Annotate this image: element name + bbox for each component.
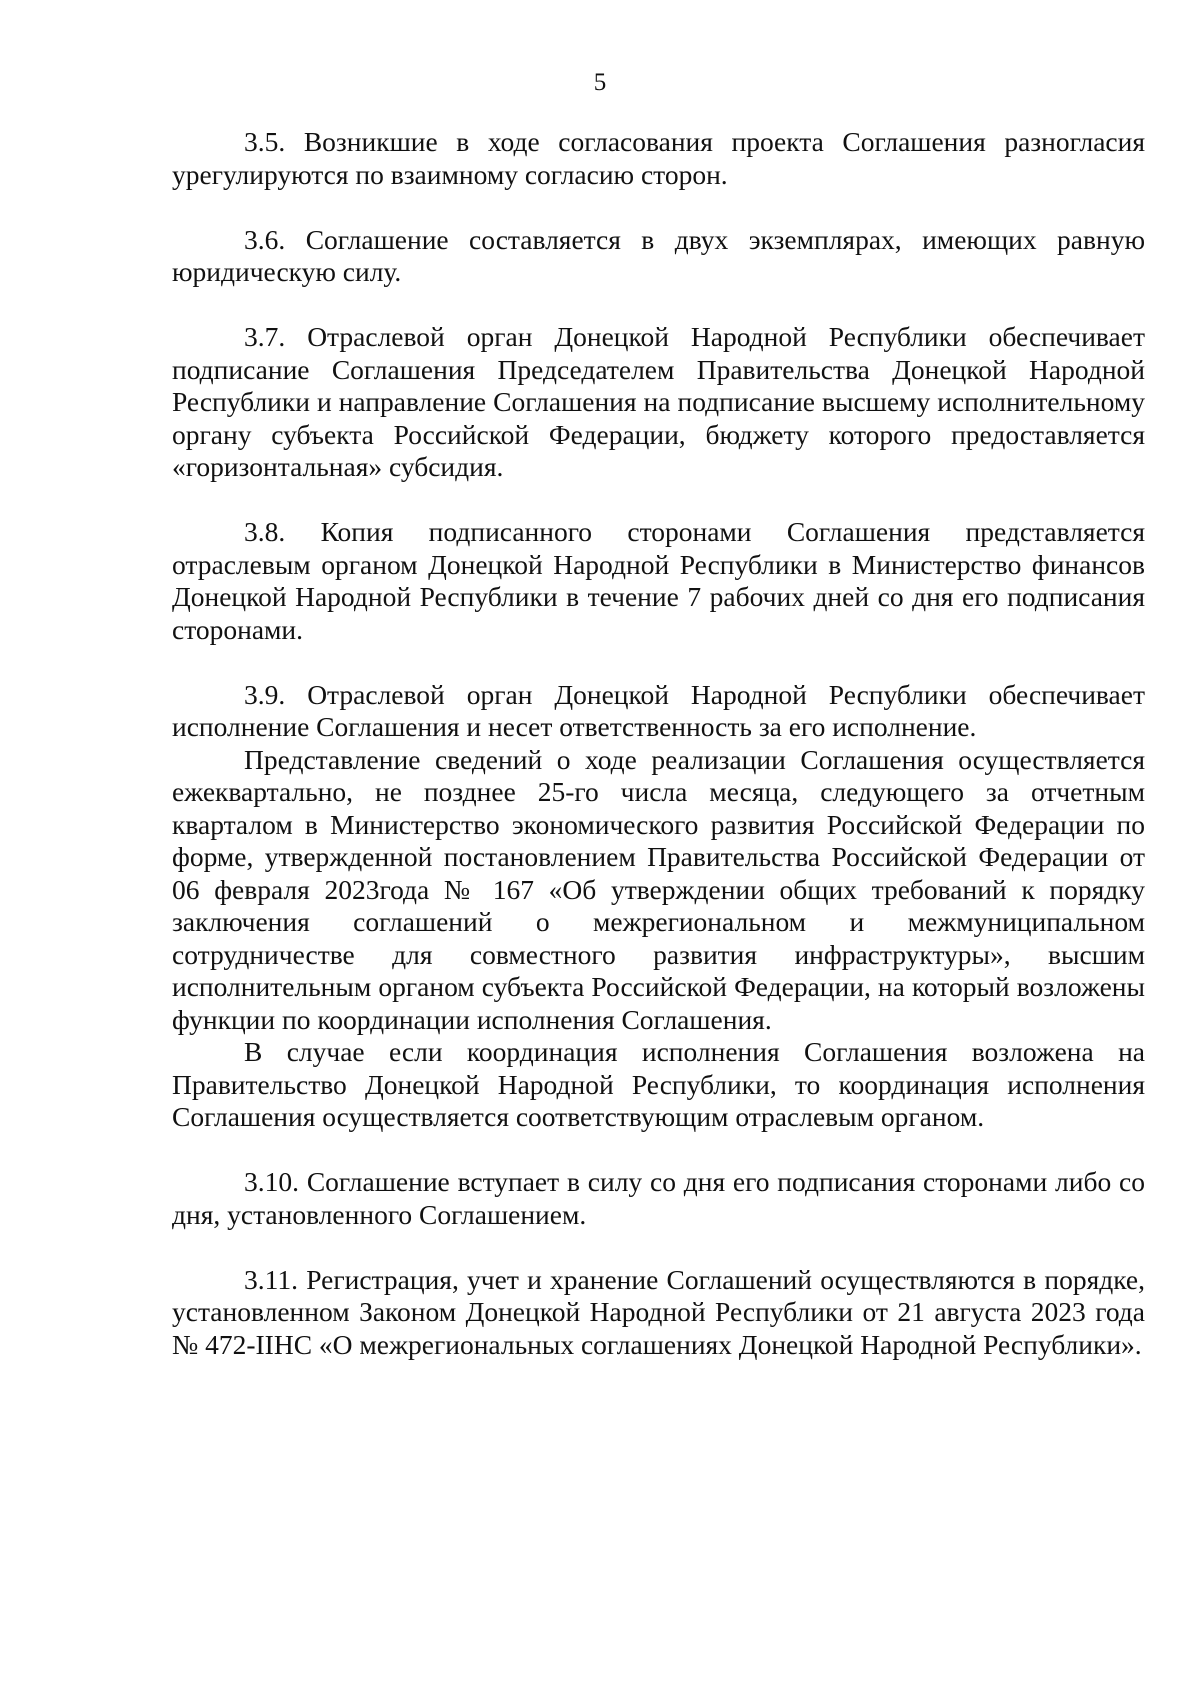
paragraph-3-9-reporting: Представление сведений о ходе реализации Соглашения осуществляется ежеквартально, не позднее 25-го числа месяца, следующего за отчетным кварталом в Министерство экономического развития Российской Федерации по форме, утвержденной постановлением Правительства Российской Федерации от 06 февраля 2023года № 167 «Об утверждении общих требований к порядку заключения соглашений о межрегиональном и межмуниципальном сотрудничестве для совместного развития инфраструктуры», высшим исполнительным органом субъекта Российской Федерации, на который возложены функции по координации исполнения Соглашения. <box>172 743 1145 1035</box>
paragraph-3-6: 3.6. Соглашение составляется в двух экземплярах, имеющих равную юридическую силу. <box>172 223 1145 287</box>
page-number: 5 <box>593 69 607 96</box>
paragraph-3-11: 3.11. Регистрация, учет и хранение Соглашений осуществляются в порядке, установленном Законом Донецкой Народной Республики от 21 августа 2023 года № 472-IIНС «О межрегиональных соглашениях Донецкой Народной Республики». <box>172 1263 1145 1360</box>
paragraph-3-9-coordination: В случае если координация исполнения Соглашения возложена на Правительство Донецкой Народной Республики, то координация исполнения Соглашения осуществляется соответствующим отраслевым органом. <box>172 1036 1145 1132</box>
paragraph-3-9: 3.9. Отраслевой орган Донецкой Народной Республики обеспечивает исполнение Соглашения и несет ответственность за его исполнение. <box>172 678 1145 742</box>
paragraph-3-10: 3.10. Соглашение вступает в силу со дня его подписания сторонами либо со дня, установленного Соглашением. <box>172 1166 1145 1230</box>
paragraph-3-8: 3.8. Копия подписанного сторонами Соглашения представляется отраслевым органом Донецкой Народной Республики в Министерство финансов Донецкой Народной Республики в течение 7 рабочих дней со дня его подписания сторонами. <box>172 516 1145 645</box>
document-body <box>172 126 1145 1361</box>
paragraph-3-5: 3.5. Возникшие в ходе согласования проекта Соглашения разногласия урегулируются по взаимному согласию сторон. <box>172 126 1145 190</box>
paragraph-3-7: 3.7. Отраслевой орган Донецкой Народной Республики обеспечивает подписание Соглашения Председателем Правительства Донецкой Народной Республики и направление Соглашения на подписание высшему исполнительному органу субъекта Российской Федерации, бюджету которого предоставляется «горизонтальная» субсидия. <box>172 321 1145 482</box>
